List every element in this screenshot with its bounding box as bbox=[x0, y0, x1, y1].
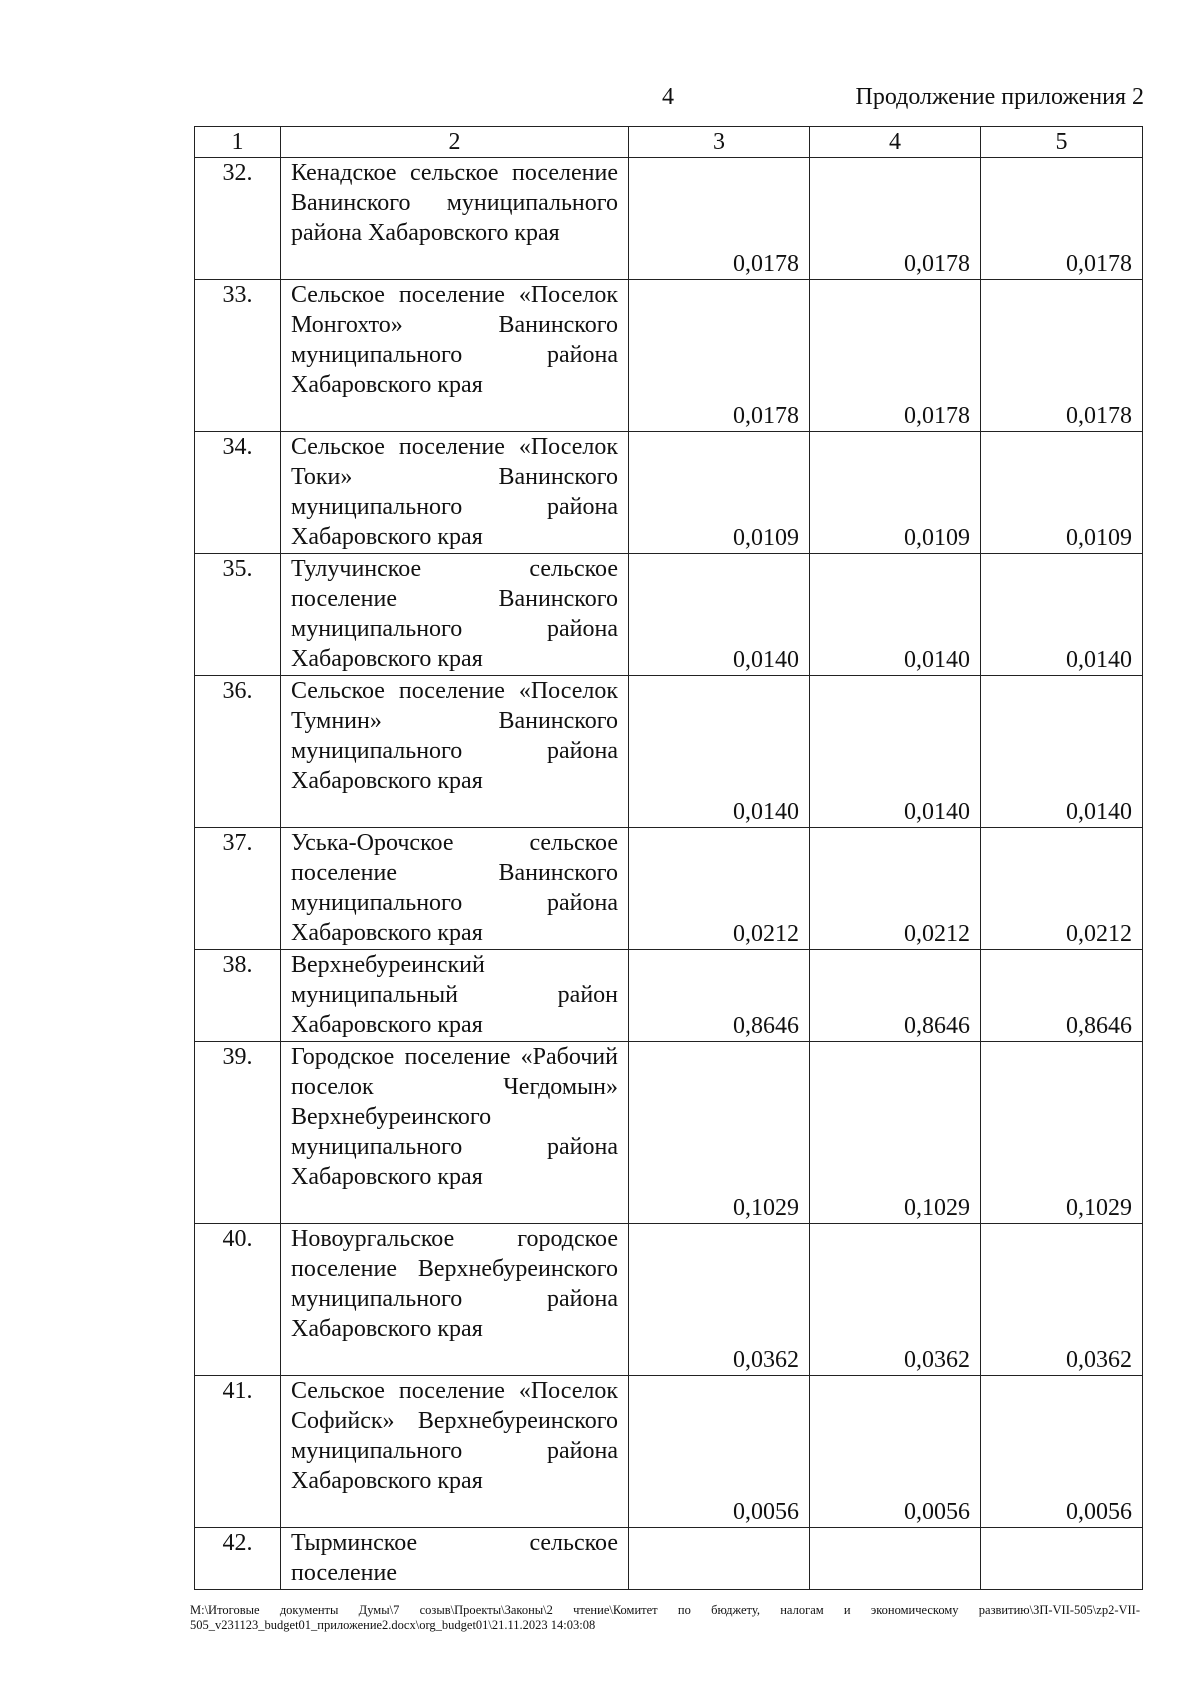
value-col3: 0,0056 bbox=[629, 1376, 810, 1528]
value-col5: 0,0178 bbox=[981, 158, 1143, 280]
table-row bbox=[195, 1528, 1143, 1590]
value-col3: 0,0178 bbox=[629, 158, 810, 280]
table-row bbox=[195, 950, 1143, 1042]
value-col3: 0,8646 bbox=[629, 950, 810, 1042]
value-col3: 0,0140 bbox=[629, 554, 810, 676]
continuation-title: Продолжение приложения 2 bbox=[855, 84, 1144, 110]
column-header: 5 bbox=[981, 127, 1143, 158]
value-col3: 0,0178 bbox=[629, 280, 810, 432]
value-col4: 0,0056 bbox=[810, 1376, 981, 1528]
table-row bbox=[195, 1042, 1143, 1224]
row-number: 32. bbox=[195, 158, 281, 280]
budget-table bbox=[194, 126, 1143, 1590]
column-header: 2 bbox=[281, 127, 629, 158]
value-col5: 0,0140 bbox=[981, 554, 1143, 676]
row-number: 33. bbox=[195, 280, 281, 432]
municipality-name: Верхнебуреинский муниципальный район Хабаровского края bbox=[281, 950, 629, 1042]
value-col5: 0,8646 bbox=[981, 950, 1143, 1042]
row-number: 34. bbox=[195, 432, 281, 554]
row-number: 40. bbox=[195, 1224, 281, 1376]
value-col5: 0,0362 bbox=[981, 1224, 1143, 1376]
municipality-name: Сельское поселение «Поселок Тумнин» Ванинского муниципального района Хабаровского края bbox=[281, 676, 629, 828]
municipality-name: Сельское поселение «Поселок Софийск» Верхнебуреинского муниципального района Хабаровского края bbox=[281, 1376, 629, 1528]
municipality-name: Новоургальское городское поселение Верхнебуреинского муниципального района Хабаровского края bbox=[281, 1224, 629, 1376]
column-header: 1 bbox=[195, 127, 281, 158]
value-col3: 0,0362 bbox=[629, 1224, 810, 1376]
table-row bbox=[195, 554, 1143, 676]
row-number: 36. bbox=[195, 676, 281, 828]
value-col4: 0,0140 bbox=[810, 676, 981, 828]
value-col5 bbox=[981, 1528, 1143, 1590]
municipality-name: Городское поселение «Рабочий поселок Чегдомын» Верхнебуреинского муниципального района Хабаровского края bbox=[281, 1042, 629, 1224]
row-number: 35. bbox=[195, 554, 281, 676]
row-number: 41. bbox=[195, 1376, 281, 1528]
value-col4: 0,0362 bbox=[810, 1224, 981, 1376]
value-col5: 0,0178 bbox=[981, 280, 1143, 432]
municipality-name: Сельское поселение «Поселок Токи» Ванинского муниципального района Хабаровского края bbox=[281, 432, 629, 554]
value-col3: 0,1029 bbox=[629, 1042, 810, 1224]
column-header: 4 bbox=[810, 127, 981, 158]
file-path-footer: M:\Итоговые документы Думы\7 созыв\Проекты\Законы\2 чтение\Комитет по бюджету, налогам и экономическому развитию\ЗП-VII-505\zp2-VII-505_v231123_budget01_приложение2.docx\org_budget01\21.11.2023 14:03:08 bbox=[190, 1603, 1140, 1632]
value-col4: 0,0109 bbox=[810, 432, 981, 554]
page-number: 4 bbox=[662, 84, 674, 110]
value-col3: 0,0109 bbox=[629, 432, 810, 554]
value-col4: 0,0212 bbox=[810, 828, 981, 950]
row-number: 38. bbox=[195, 950, 281, 1042]
municipality-name: Тулучинское сельское поселение Ванинского муниципального района Хабаровского края bbox=[281, 554, 629, 676]
value-col5: 0,0212 bbox=[981, 828, 1143, 950]
table-row bbox=[195, 280, 1143, 432]
table-row bbox=[195, 1376, 1143, 1528]
value-col4 bbox=[810, 1528, 981, 1590]
value-col5: 0,0109 bbox=[981, 432, 1143, 554]
table-row bbox=[195, 828, 1143, 950]
value-col4: 0,0178 bbox=[810, 158, 981, 280]
value-col3: 0,0140 bbox=[629, 676, 810, 828]
municipality-name: Кенадское сельское поселение Ванинского муниципального района Хабаровского края bbox=[281, 158, 629, 280]
municipality-name: Уська-Орочское сельское поселение Ванинского муниципального района Хабаровского края bbox=[281, 828, 629, 950]
table-row bbox=[195, 432, 1143, 554]
value-col3 bbox=[629, 1528, 810, 1590]
value-col4: 0,8646 bbox=[810, 950, 981, 1042]
row-number: 42. bbox=[195, 1528, 281, 1590]
column-header: 3 bbox=[629, 127, 810, 158]
value-col5: 0,0140 bbox=[981, 676, 1143, 828]
value-col5: 0,1029 bbox=[981, 1042, 1143, 1224]
table-header-row bbox=[195, 127, 1143, 158]
municipality-name: Тырминское сельское поселение bbox=[281, 1528, 629, 1590]
table-row bbox=[195, 158, 1143, 280]
municipality-name: Сельское поселение «Поселок Монгохто» Ванинского муниципального района Хабаровского края bbox=[281, 280, 629, 432]
value-col4: 0,1029 bbox=[810, 1042, 981, 1224]
value-col5: 0,0056 bbox=[981, 1376, 1143, 1528]
row-number: 37. bbox=[195, 828, 281, 950]
row-number: 39. bbox=[195, 1042, 281, 1224]
value-col3: 0,0212 bbox=[629, 828, 810, 950]
table-row bbox=[195, 1224, 1143, 1376]
value-col4: 0,0178 bbox=[810, 280, 981, 432]
value-col4: 0,0140 bbox=[810, 554, 981, 676]
table-row bbox=[195, 676, 1143, 828]
